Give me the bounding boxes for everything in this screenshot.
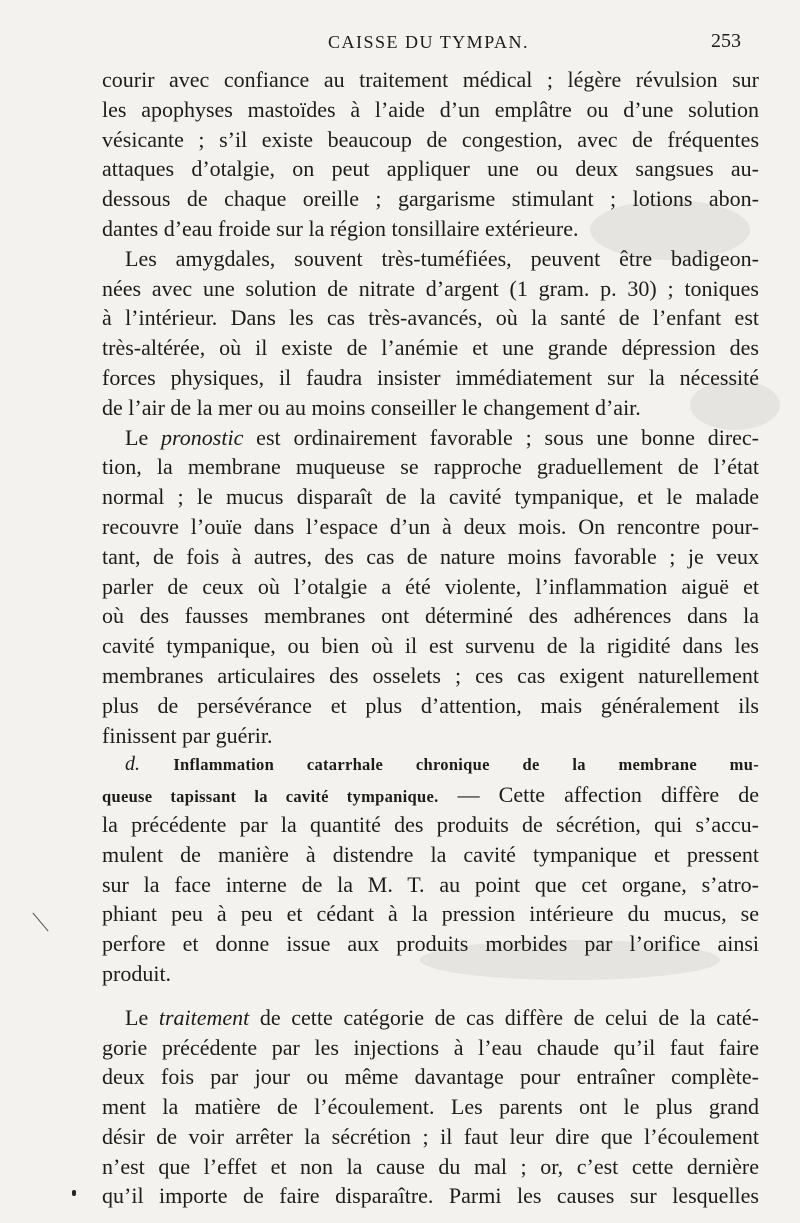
emphasized-word: pronostic xyxy=(161,424,244,450)
page-body xyxy=(102,65,759,1211)
text-fragment: — Cette affection diffère de xyxy=(438,782,759,808)
running-head: CAISSE DU TYMPAN. xyxy=(328,32,530,52)
text-line: parler de ceux où l’otalgie a été violente, l’inflammation aiguë et xyxy=(102,573,759,599)
text-line: n’est que l’effet et non la cause du mal ; or, c’est cette dernière xyxy=(102,1153,759,1179)
section-heading-line xyxy=(102,750,759,780)
text-line: Les amygdales, souvent très-tuméfiées, peuvent être badigeon- xyxy=(125,245,759,271)
section-heading: Inflammation catarrhale chronique de la membrane mu- xyxy=(173,755,759,775)
text-line: qu’il importe de faire disparaître. Parmi les causes sur lesquelles xyxy=(102,1183,759,1209)
text-line: Le pronostic est ordinairement favorable ; sous une bonne direc- xyxy=(125,424,760,450)
text-line: plus de persévérance et plus d’attention, mais généralement ils xyxy=(102,692,759,718)
text-line: ment la matière de l’écoulement. Les parents ont le plus grand xyxy=(102,1094,759,1120)
text-line: très-altérée, où il existe de l’anémie et une grande dépression des xyxy=(102,335,759,361)
text-line: courir avec confiance au traitement médical ; légère révulsion sur xyxy=(102,67,759,92)
paragraph xyxy=(102,423,759,751)
paragraph xyxy=(102,244,759,423)
text-line: gorie précédente par les injections à l’eau chaude qu’il faut faire xyxy=(102,1034,759,1060)
emphasized-word: traitement xyxy=(158,1004,250,1030)
section-d xyxy=(102,750,759,988)
text-line: Le traitement de cette catégorie de cas diffère de celui de la caté- xyxy=(125,1004,759,1030)
text-line: tion, la membrane muqueuse se rapproche graduellement de l’état xyxy=(102,454,759,480)
text-line: dantes d’eau froide sur la région tonsillaire extérieure. xyxy=(102,215,579,241)
text-line: forces physiques, il faudra insister immédiatement sur la nécessité xyxy=(102,364,759,390)
text-line: tant, de fois à autres, des cas de nature moins favorable ; je veux xyxy=(102,543,759,569)
section-heading-continued: queuse tapissant la cavité tympanique. xyxy=(102,787,439,807)
text-line: membranes articulaires des osselets ; ces cas exigent naturellement xyxy=(102,662,759,688)
page-number: 253 xyxy=(711,30,741,52)
text-line: finissent par guérir. xyxy=(102,722,273,748)
text-line: nées avec une solution de nitrate d’argent (1 gram. p. 30) ; toniques xyxy=(102,275,759,301)
section-heading-line xyxy=(102,780,759,810)
text-line: cavité tympanique, ou bien où il est survenu de la rigidité dans les xyxy=(102,633,759,659)
text-line: sur la face interne de la M. T. au point que cet organe, s’atro- xyxy=(102,871,759,897)
text-line: désir de voir arrêter la sécrétion ; il faut leur dire que l’écoulement xyxy=(102,1123,759,1149)
text-line: phiant peu à peu et cédant à la pression intérieure du mucus, se xyxy=(102,901,759,927)
page-header xyxy=(0,30,800,60)
text-line: vésicante ; s’il existe beaucoup de congestion, avec de fréquentes xyxy=(102,126,759,152)
paragraph xyxy=(102,65,759,244)
text-line: attaques d’otalgie, on peut appliquer une ou deux sangsues au- xyxy=(102,156,759,182)
text-line: de l’air de la mer ou au moins conseiller le changement d’air. xyxy=(102,394,641,420)
text-line: recouvre l’ouïe dans l’espace d’un à deux mois. On rencontre pour- xyxy=(102,513,759,539)
text-line: les apophyses mastoïdes à l’aide d’un emplâtre ou d’une solution xyxy=(102,96,759,122)
section-label: d. xyxy=(125,753,140,776)
text-line: la précédente par la quantité des produits de sécrétion, qui s’accu- xyxy=(102,811,759,837)
text-line: perfore et donne issue aux produits morbides par l’orifice ainsi xyxy=(102,931,759,957)
text-line: dessous de chaque oreille ; gargarisme stimulant ; lotions abon- xyxy=(102,186,759,212)
pencil-mark xyxy=(32,912,48,931)
ink-speck xyxy=(72,1190,76,1196)
text-line: deux fois par jour ou même davantage pour entraîner complète- xyxy=(102,1064,759,1090)
text-line: mulent de manière à distendre la cavité tympanique et pressent xyxy=(102,841,759,867)
paragraph xyxy=(102,1003,759,1212)
text-line: produit. xyxy=(102,960,172,986)
text-line: où des fausses membranes ont déterminé des adhérences dans la xyxy=(102,603,759,629)
text-line: normal ; le mucus disparaît de la cavité tympanique, et le malade xyxy=(102,484,759,510)
paragraph-spacer xyxy=(102,989,759,1003)
text-line: à l’intérieur. Dans les cas très-avancés, où la santé de l’enfant est xyxy=(102,305,759,331)
